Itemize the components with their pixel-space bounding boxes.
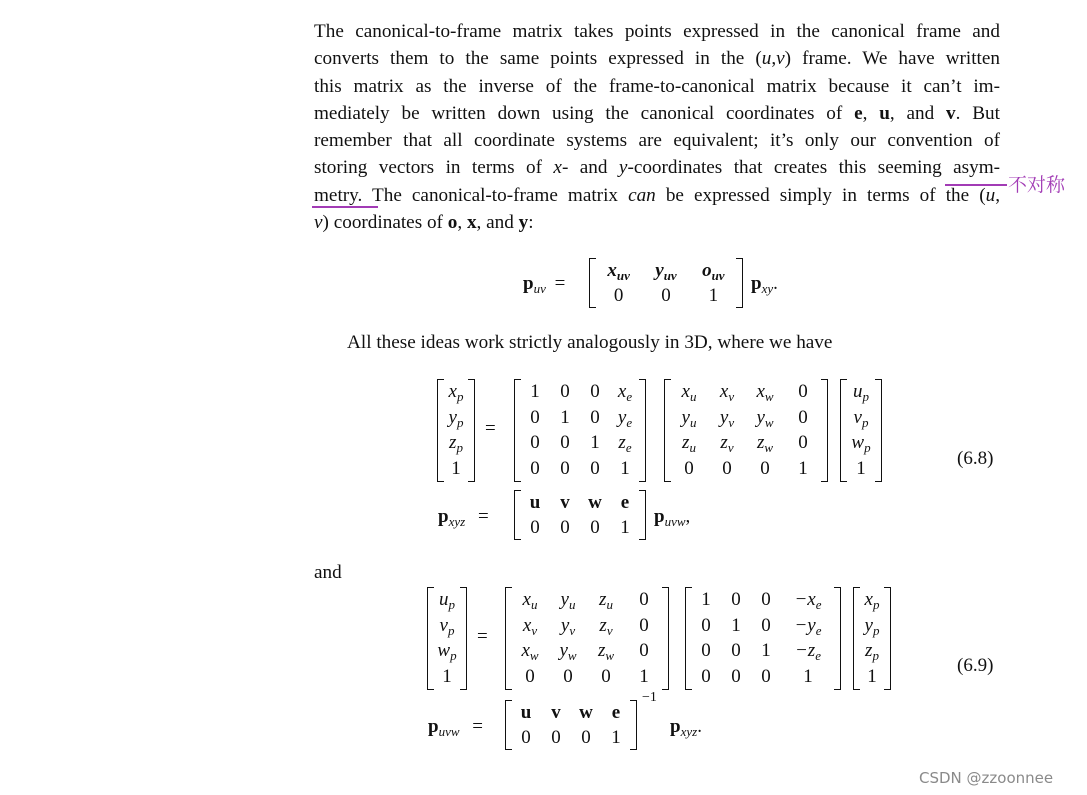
inverse-superscript: −1: [642, 690, 657, 705]
eq68-rotation-matrix: $x_u$ $x_v$ $x_w$ 0 $y_u$ $y_v$ $y_w$ 0 $z_u$ $z_v$ $z_w$ 0 0 0 0 1: [664, 379, 828, 482]
eq69-rotation-matrix: $x_u$ $y_u$ $z_u$ 0 $x_v$ $y_v$ $z_v$ 0 $x_w$ $y_w$ $z_w$ 0 0 0 0 1: [505, 587, 669, 690]
paragraph-line: storing vectors in terms of x- and y-coordinates that creates this seeming asym-: [314, 157, 1001, 179]
paragraph-line: v) coordinates of o, x, and y:: [314, 212, 534, 234]
equation-number: (6.8): [957, 448, 994, 469]
eq1-matrix: $x_{uv}$ $y_{uv}$ $o_{uv}$ 0 0 1: [589, 258, 743, 308]
annotation-underline: [945, 184, 1007, 186]
eq1-rhs: $p_{xy}$.: [751, 273, 778, 296]
connector-word: and: [314, 562, 342, 583]
eq68-translation-matrix: 1 0 0 $x_e$ 0 1 0 $y_e$ 0 0 1 $z_e$ 0 0 0 1: [514, 379, 646, 482]
eq68-line2-lhs: $p_{xyz}$ =: [438, 506, 489, 529]
annotation-text: 不对称: [1008, 174, 1066, 196]
eq69-line2-rhs: $p_{xyz}$.: [670, 716, 702, 739]
eq68-line2-rhs: $p_{uvw}$,: [654, 506, 691, 529]
eq68-equals: =: [485, 418, 496, 439]
paragraph-line: metry. The canonical-to-frame matrix can be expressed simply in terms of the (u,: [314, 184, 1000, 206]
annotation-underline: [312, 206, 378, 208]
watermark-text: CSDN @zzoonnee: [919, 769, 1054, 787]
eq69-vector-uvw: $u_p$ $v_p$ $w_p$ 1: [427, 587, 467, 690]
eq69-vector-xyz: $x_p$ $y_p$ $z_p$ 1: [853, 587, 891, 690]
paragraph-line: mediately be written down using the canonical coordinates of e, u, and v. But: [314, 102, 1000, 124]
paragraph-line: remember that all coordinate systems are equivalent; it’s only our convention of: [314, 130, 1000, 152]
equation-number: (6.9): [957, 655, 994, 676]
eq69-equals: =: [477, 626, 488, 647]
eq68-vector-xyz: $x_p$ $y_p$ $z_p$ 1: [437, 379, 475, 482]
sentence: All these ideas work strictly analogously in 3D, where we have: [347, 332, 833, 353]
paragraph-line: converts them to the same points expressed in the (u,v) frame. We have written: [314, 48, 1001, 70]
eq1-lhs: $p_{uv}$ =: [523, 273, 566, 296]
eq68-frame-matrix: u v w e 0 0 0 1: [514, 490, 646, 540]
paragraph-line: The canonical-to-frame matrix takes points expressed in the canonical frame and: [314, 21, 1000, 42]
eq69-line2-lhs: $p_{uvw}$ =: [428, 716, 483, 739]
eq68-vector-uvw: $u_p$ $v_p$ $w_p$ 1: [840, 379, 882, 482]
eq69-translation-matrix: 1 0 0 $-x_e$ 0 1 0 $-y_e$ 0 0 1 $-z_e$ 0 0 0 1: [685, 587, 841, 690]
body-paragraph: [314, 18, 1000, 236]
paragraph-line: this matrix as the inverse of the frame-to-canonical matrix because it can’t im-: [314, 75, 1000, 97]
eq69-frame-matrix: u v w e 0 0 0 1: [505, 700, 637, 750]
